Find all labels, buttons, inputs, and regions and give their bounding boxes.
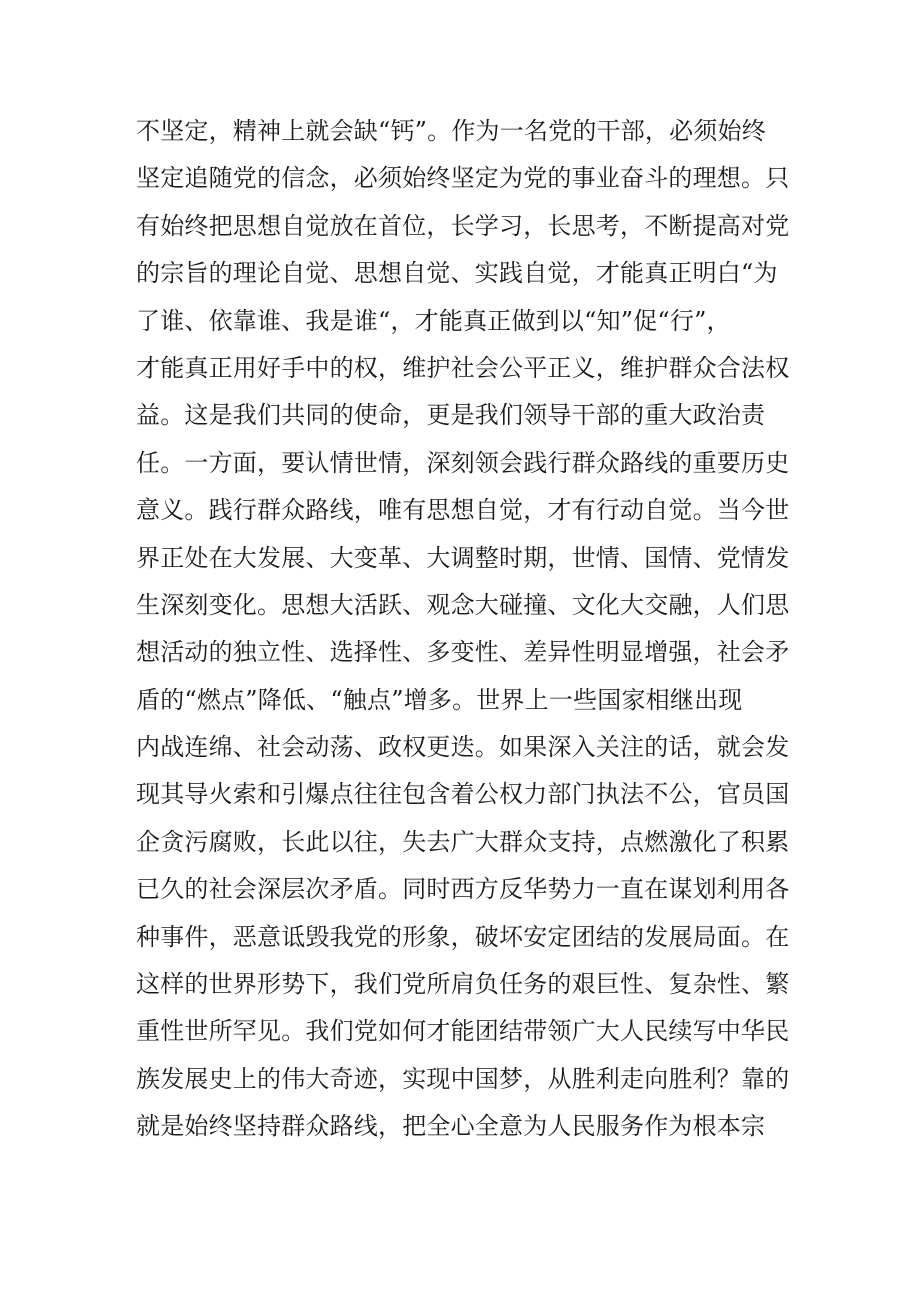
text-line: 了谁、依靠谁、我是谁“，才能真正做到以“知”促“行”， (136, 306, 731, 335)
text-line: 有始终把思想自觉放在首位，长学习，长思考，不断提高对党 (136, 211, 790, 240)
text-line: 益。这是我们共同的使命，更是我们领导干部的重大政治责 (136, 401, 766, 430)
text-line: 不坚定，精神上就会缺“钙”。作为一名党的干部，必须始终 (136, 117, 766, 145)
text-line: 界正处在大发展、大变革、大调整时期，世情、国情、党情发 (136, 543, 790, 572)
text-line: 已久的社会深层次矛盾。同时西方反华势力一直在谋划利用各 (136, 875, 790, 904)
text-line: 内战连绵、社会动荡、政权更迭。如果深入关注的话，就会发 (136, 733, 790, 762)
body-paragraph (136, 108, 796, 1151)
text-line: 重性世所罕见。我们党如何才能团结带领广大人民续写中华民 (136, 1017, 790, 1046)
text-line: 企贪污腐败，长此以往，失去广大群众支持，点燃激化了积累 (136, 827, 790, 856)
text-line: 才能真正用好手中的权，维护社会公平正义，维护群众合法权 (136, 353, 790, 382)
text-line: 就是始终坚持群众路线，把全心全意为人民服务作为根本宗 (136, 1112, 766, 1141)
text-line: 现其导火索和引爆点往往包含着公权力部门执法不公，官员国 (136, 780, 790, 809)
text-line: 种事件，恶意诋毁我党的形象，破坏安定团结的发展局面。在 (136, 922, 790, 951)
text-line: 这样的世界形势下，我们党所肩负任务的艰巨性、复杂性、繁 (136, 970, 790, 999)
text-line: 想活动的独立性、选择性、多变性、差异性明显增强，社会矛 (136, 638, 790, 667)
text-line: 任。一方面，要认情世情，深刻领会践行群众路线的重要历史 (136, 448, 790, 477)
text-line: 生深刻变化。思想大活跃、观念大碰撞、文化大交融，人们思 (136, 590, 790, 619)
text-line: 族发展史上的伟大奇迹，实现中国梦，从胜利走向胜利？靠的 (136, 1064, 790, 1093)
text-line: 意义。践行群众路线，唯有思想自觉，才有行动自觉。当今世 (136, 496, 790, 525)
text-line: 盾的“燃点”降低、“触点”增多。世界上一些国家相继出现 (136, 685, 743, 714)
text-line: 的宗旨的理论自觉、思想自觉、实践自觉，才能真正明白“为 (136, 259, 778, 288)
text-line: 坚定追随党的信念，必须始终坚定为党的事业奋斗的理想。只 (136, 164, 790, 193)
